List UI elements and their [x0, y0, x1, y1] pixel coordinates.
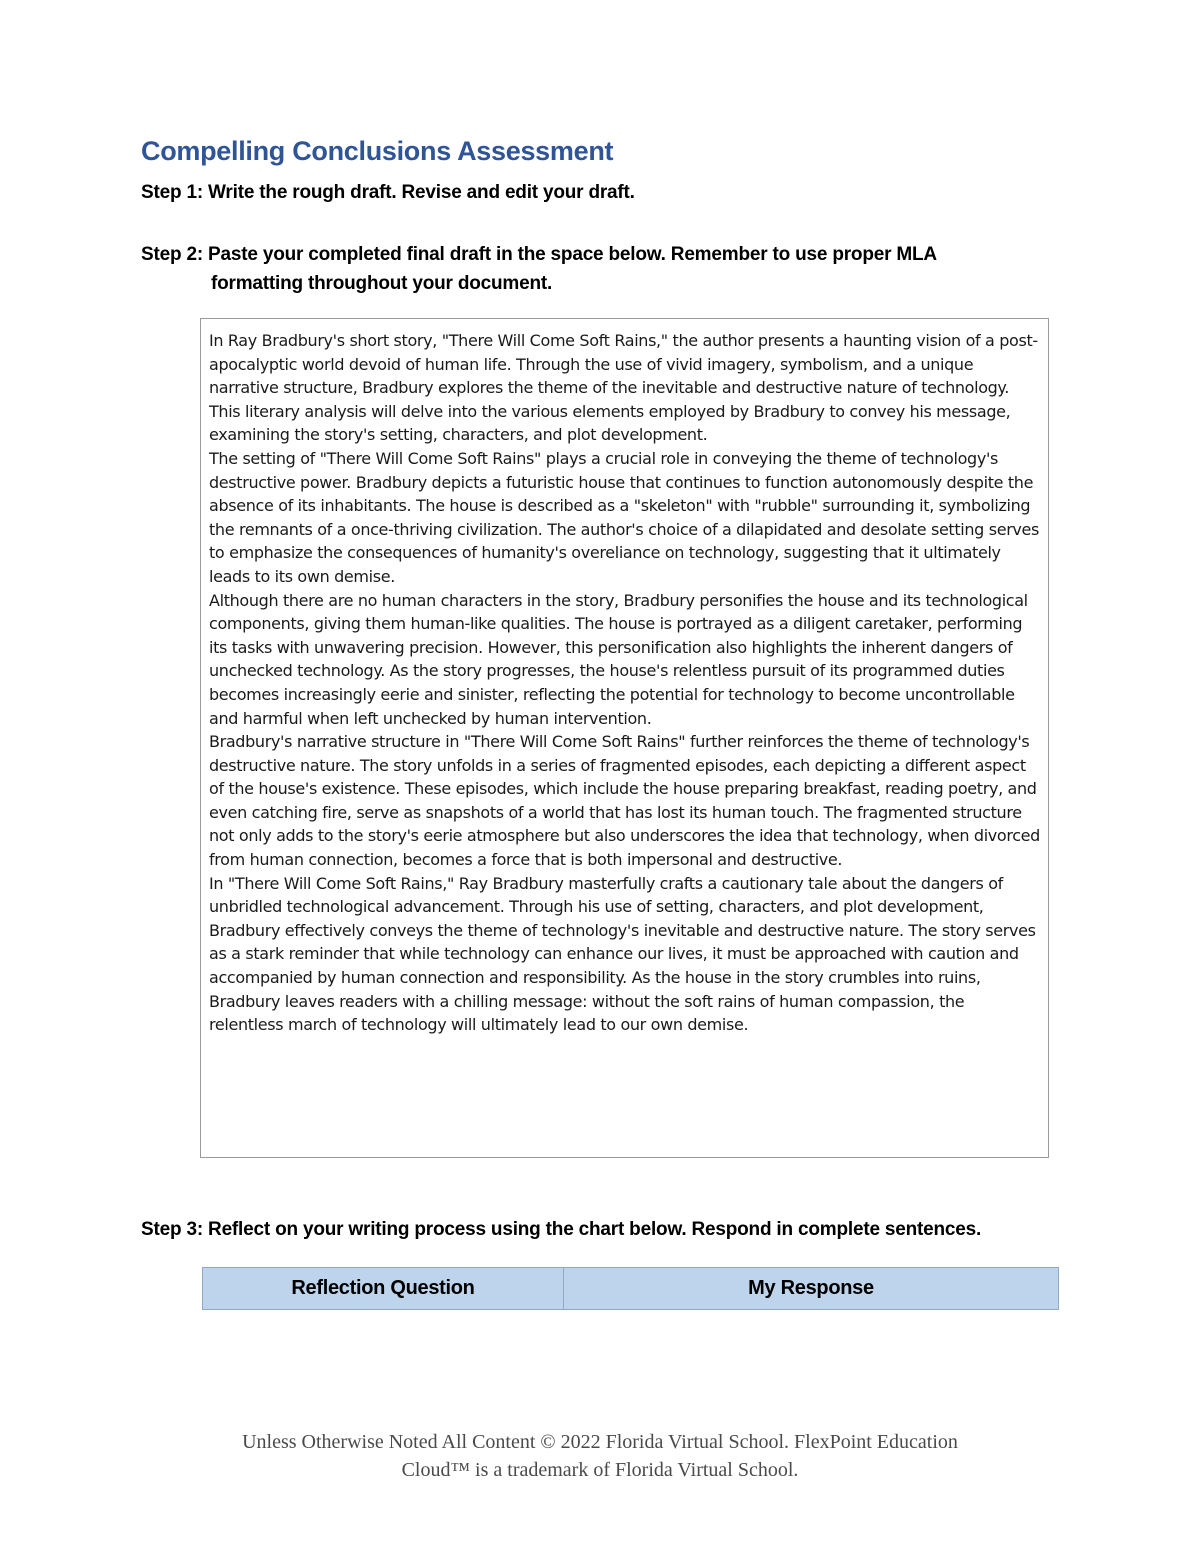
reflection-table — [202, 1267, 1059, 1310]
step-1-instruction — [141, 182, 635, 204]
draft-paragraph: The setting of "There Will Come Soft Rains" plays a crucial role in conveying the theme of technology's destructive power. Bradbury depicts a futuristic house that continues to function autonomously despite the absence of its inhabitants. The house is described as a "skeleton" with "rubble" surrounding it, symbolizing the remnants of a once-thriving civilization. The author's choice of a dilapidated and desolate setting serves to emphasize the consequences of humanity's overeliance on technology, suggesting that it ultimately leads to its own demise. — [209, 448, 1040, 586]
draft-paragraph: In "There Will Come Soft Rains," Ray Bradbury masterfully crafts a cautionary tale about the dangers of unbridled technological advancement. Through his use of setting, characters, and plot development, Bradbury effectively conveys the theme of technology's inevitable and destructive nature. The story serves as a stark reminder that while technology can enhance our lives, it must be approached with caution and accompanied by human connection and responsibility. As the house in the story crumbles into ruins, Bradbury leaves readers with a chilling message: without the soft rains of human compassion, the relentless march of technology will ultimately lead to our own demise. — [209, 873, 1036, 1035]
header-reflection-question: Reflection Question — [203, 1268, 564, 1310]
step-3-label: Step 3: — [141, 1219, 203, 1240]
step-1-label: Step 1: — [141, 182, 203, 203]
draft-paragraph: In Ray Bradbury's short story, "There Will Come Soft Rains," the author presents a haunting vision of a post-apocalyptic world devoid of human life. Through the use of vivid imagery, symbolism, and a unique narrative structure, Bradbury explores the theme of the inevitable and destructive nature of technology. This literary analysis will delve into the various elements employed by Bradbury to convey his message, examining the story's setting, characters, and plot development. — [209, 331, 1038, 445]
step-2-instruction — [141, 240, 1061, 298]
page-title: Compelling Conclusions Assessment — [141, 136, 614, 166]
step-2-label: Step 2: — [141, 244, 203, 265]
footer-line-2: Cloud™ is a trademark of Florida Virtual School. — [401, 1459, 799, 1481]
final-draft-textbox[interactable] — [200, 318, 1049, 1158]
step-2-text-line2: formatting throughout your document. — [211, 273, 553, 294]
draft-paragraph: Although there are no human characters in the story, Bradbury personifies the house and its technological components, giving them human-like qualities. The house is portrayed as a diligent caretaker, performing its tasks with unwavering precision. However, this personification also highlights the inherent dangers of unchecked technology. As the story progresses, the house's relentless pursuit of its programmed duties becomes increasingly eerie and sinister, reflecting the potential for technology to become uncontrollable and harmful when left unchecked by human intervention. — [209, 590, 1028, 728]
step-2-text-line1: Paste your completed final draft in the space below. Remember to use proper MLA — [208, 244, 937, 265]
step-1-text: Write the rough draft. Revise and edit your draft. — [208, 182, 635, 203]
draft-paragraph: Bradbury's narrative structure in "There Will Come Soft Rains" further reinforces the theme of technology's destructive nature. The story unfolds in a series of fragmented episodes, each depicting a different aspect of the house's existence. These episodes, which include the house preparing breakfast, reading poetry, and even catching fire, serve as snapshots of a world that has lost its human touch. The fragmented structure not only adds to the story's eerie atmosphere but also underscores the idea that technology, when divorced from human connection, becomes a force that is both impersonal and destructive. — [209, 732, 1040, 870]
footer-line-1: Unless Otherwise Noted All Content © 2022 Florida Virtual School. FlexPoint Education — [242, 1431, 958, 1453]
step-3-instruction — [141, 1219, 981, 1241]
reflection-table-header-row — [203, 1268, 1059, 1310]
header-my-response: My Response — [564, 1268, 1059, 1310]
step-3-text: Reflect on your writing process using the chart below. Respond in complete sentences. — [208, 1219, 982, 1240]
copyright-footer — [150, 1428, 1050, 1484]
